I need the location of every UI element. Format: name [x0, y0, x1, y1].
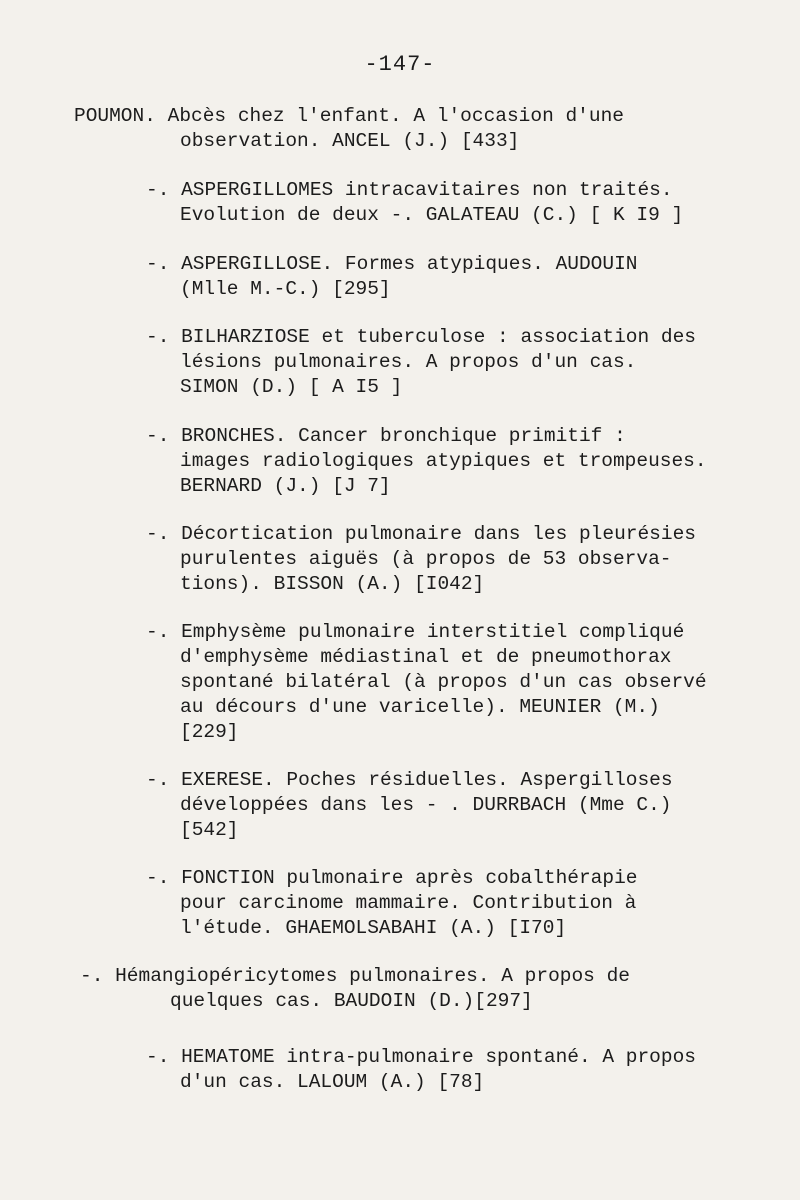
entry-line: -. Décortication pulmonaire dans les pleurésies	[146, 523, 696, 545]
entry-line: spontané bilatéral (à propos d'un cas observé	[180, 671, 707, 693]
entry-line: (Mlle M.-C.) [295]	[180, 278, 391, 300]
entry-line: pour carcinome mammaire. Contribution à	[180, 892, 637, 914]
entry-line: -. ASPERGILLOMES intracavitaires non traités.	[146, 179, 673, 201]
entry-line: -. Hémangiopéricytomes pulmonaires. A propos de	[80, 965, 630, 987]
entry-line: BERNARD (J.) [J 7]	[180, 475, 391, 497]
index-entry	[146, 325, 696, 400]
index-entry	[146, 252, 637, 302]
entry-line: Evolution de deux -. GALATEAU (C.) [ K I9 ]	[180, 204, 684, 226]
entry-line: lésions pulmonaires. A propos d'un cas.	[180, 351, 637, 373]
entry-line: observation. ANCEL (J.) [433]	[180, 130, 520, 152]
entry-line: tions). BISSON (A.) [I042]	[180, 573, 485, 595]
index-entry	[146, 1045, 696, 1095]
index-entry	[146, 424, 707, 499]
entry-line: -. HEMATOME intra-pulmonaire spontané. A propos	[146, 1046, 696, 1068]
entry-line: développées dans les - . DURRBACH (Mme C.)	[180, 794, 672, 816]
entry-line: -. BRONCHES. Cancer bronchique primitif :	[146, 425, 626, 447]
index-entry	[80, 964, 630, 1014]
index-entry	[146, 522, 696, 597]
entry-line: d'un cas. LALOUM (A.) [78]	[180, 1071, 485, 1093]
entry-line: d'emphysème médiastinal et de pneumothorax	[180, 646, 672, 668]
page-number: -147-	[364, 52, 436, 77]
index-entry	[146, 178, 683, 228]
entry-line: POUMON. Abcès chez l'enfant. A l'occasion d'une	[74, 105, 624, 127]
index-entry	[146, 620, 707, 745]
index-entry	[146, 768, 673, 843]
entry-line: -. Emphysème pulmonaire interstitiel compliqué	[146, 621, 685, 643]
entry-line: -. BILHARZIOSE et tuberculose : association des	[146, 326, 696, 348]
entry-line: -. EXERESE. Poches résiduelles. Aspergilloses	[146, 769, 673, 791]
entry-line: l'étude. GHAEMOLSABAHI (A.) [I70]	[180, 917, 567, 939]
entry-line: -. ASPERGILLOSE. Formes atypiques. AUDOUIN	[146, 253, 638, 275]
entry-line: quelques cas. BAUDOIN (D.)[297]	[170, 990, 533, 1012]
entry-line: [542]	[180, 819, 239, 841]
entry-line: SIMON (D.) [ A I5 ]	[180, 376, 403, 398]
index-entry	[74, 104, 624, 154]
entry-line: purulentes aiguës (à propos de 53 observa-	[180, 548, 672, 570]
entry-line: [229]	[180, 721, 239, 743]
entry-line: -. FONCTION pulmonaire après cobalthérapie	[146, 867, 638, 889]
index-entry	[146, 866, 637, 941]
entry-line: au décours d'une varicelle). MEUNIER (M.)	[180, 696, 660, 718]
entry-line: images radiologiques atypiques et trompeuses.	[180, 450, 707, 472]
